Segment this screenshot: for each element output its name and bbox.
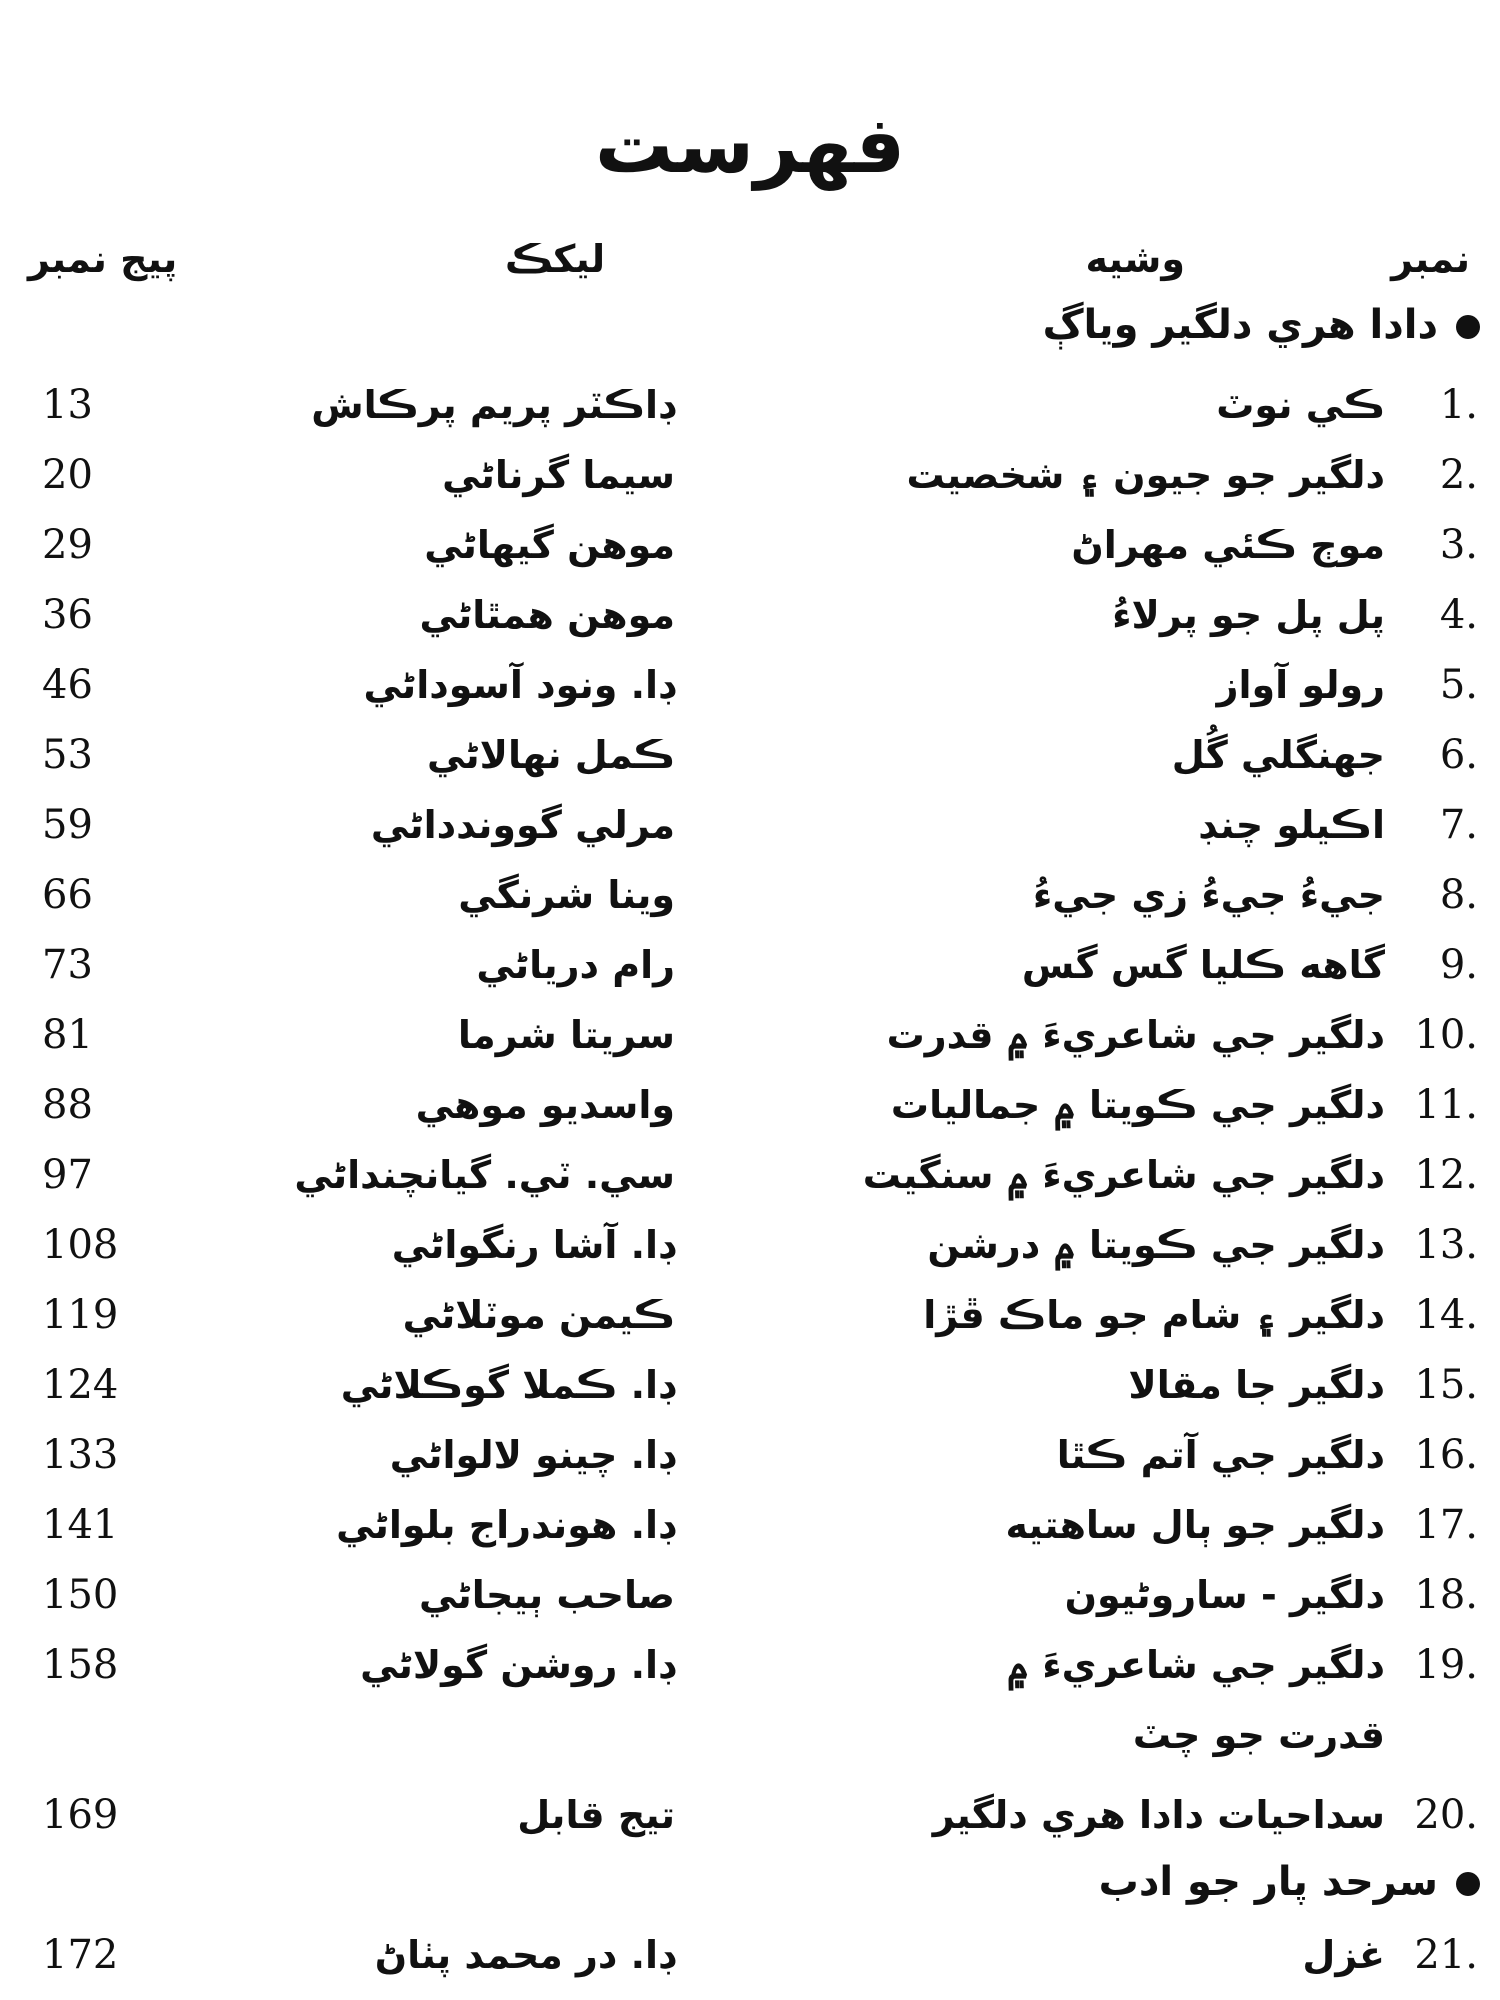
entry-author: ڪيمن موٽلاڻي: [402, 1293, 675, 1337]
entry-topic: غزل: [1302, 1933, 1385, 1977]
toc-entry[interactable]: [0, 1210, 1500, 1280]
entry-page: 150: [42, 1572, 119, 1618]
entry-author: سيما گرناڻي: [442, 453, 675, 497]
entry-number: 7.: [1439, 802, 1478, 848]
entry-author: ڊا. هوندراج بلواڻي: [336, 1503, 675, 1547]
entry-page: 133: [42, 1432, 119, 1478]
toc-entry[interactable]: [0, 1560, 1500, 1630]
entry-number: 8.: [1439, 872, 1478, 918]
entry-number: 15.: [1414, 1362, 1478, 1408]
entry-topic: دلگير جو ٻال ساهتيه: [1005, 1503, 1385, 1547]
entry-number: 13.: [1414, 1222, 1478, 1268]
toc-entry[interactable]: [0, 510, 1500, 580]
entry-topic: پل پل جو پرلاءُ: [1112, 593, 1385, 637]
entry-page: 46: [42, 662, 93, 708]
entry-number: 12.: [1414, 1152, 1478, 1198]
entry-number: 3.: [1439, 522, 1478, 568]
entry-topic: دلگير جي ڪويتا ۾ جماليات: [890, 1083, 1385, 1127]
entry-page: 158: [42, 1642, 119, 1688]
entry-topic: موڄ ڪئي مهراڻ: [1071, 523, 1385, 567]
entry-page: 66: [42, 872, 93, 918]
entry-author: موهن گيهاڻي: [424, 523, 675, 567]
entry-number: 10.: [1414, 1012, 1478, 1058]
entry-page: 141: [42, 1502, 119, 1548]
entry-page: 13: [42, 382, 93, 428]
section-title: سرحد پار جو ادب: [1098, 1859, 1438, 1905]
entry-author: واسديو موهي: [415, 1083, 675, 1127]
entry-page: 124: [42, 1362, 119, 1408]
entry-author: رام درياڻي: [476, 943, 675, 987]
entry-author: وينا شرنگي: [458, 873, 675, 917]
entry-topic: جهنگلي گُل: [1171, 733, 1385, 777]
entry-number: 2.: [1439, 452, 1478, 498]
entry-topic: دلگير - ساروڻيون: [1064, 1573, 1385, 1617]
entry-topic: دلگير ۽ شام جو ماڪ ڦڙا: [923, 1293, 1385, 1337]
entry-page: 172: [42, 1932, 119, 1978]
toc-entry[interactable]: [0, 650, 1500, 720]
toc-entry[interactable]: [0, 580, 1500, 650]
toc-entry[interactable]: [0, 440, 1500, 510]
entry-author: ڊا. ونود آسوداڻي: [363, 663, 675, 707]
bullet-icon: [1456, 1872, 1480, 1896]
entry-topic: گاهه ڪليا گس گس: [1021, 943, 1385, 987]
entry-topic: ڪي نوٽ: [1216, 383, 1385, 427]
entry-number: 18.: [1414, 1572, 1478, 1618]
entry-page: 73: [42, 942, 93, 988]
entry-number: 14.: [1414, 1292, 1478, 1338]
entry-author: ڊا. روشن گولاڻي: [360, 1643, 675, 1687]
entry-author: ڊا. چينو لالواڻي: [389, 1433, 675, 1477]
entry-number: 6.: [1439, 732, 1478, 778]
toc-entry[interactable]: [0, 1780, 1500, 1850]
entry-author: تيج قابل: [517, 1793, 675, 1837]
toc-entry[interactable]: [0, 1490, 1500, 1560]
toc-entry[interactable]: [0, 1000, 1500, 1070]
entry-topic: دلگير جي شاعريءَ ۾: [1006, 1643, 1385, 1687]
entry-author: ڊا. آشا رنگواڻي: [391, 1223, 675, 1267]
toc-entry[interactable]: [0, 790, 1500, 860]
entry-number: 9.: [1439, 942, 1478, 988]
entry-topic: دلگير جا مقالا: [1128, 1363, 1385, 1407]
entry-topic: جيءُ جيءُ زي جيءُ: [1032, 873, 1385, 917]
bullet-icon: [1456, 315, 1480, 339]
toc-entry[interactable]: [0, 1070, 1500, 1140]
entry-page: 29: [42, 522, 93, 568]
entry-page: 88: [42, 1082, 93, 1128]
header-author: ليکڪ: [505, 237, 606, 281]
entry-topic: دلگير جي شاعريءَ ۾ قدرت: [886, 1013, 1385, 1057]
entry-topic: دلگير جي ڪويتا ۾ درشن: [927, 1223, 1385, 1267]
page-title: فهرست: [594, 101, 906, 191]
entry-page: 169: [42, 1792, 119, 1838]
toc-entry[interactable]: [0, 1140, 1500, 1210]
entry-number: 21.: [1414, 1932, 1478, 1978]
entry-author: ڪمل نهالاڻي: [426, 733, 675, 777]
entry-number: 11.: [1414, 1082, 1478, 1128]
entry-author: صاحب ٻيجاڻي: [419, 1573, 675, 1617]
entry-topic: سداحيات دادا هري دلگير: [932, 1793, 1385, 1837]
entry-author: ڊا. در محمد پٺاڻ: [374, 1933, 675, 1977]
section-title: دادا هري دلگير وياڳ: [1042, 302, 1438, 348]
entry-page: 36: [42, 592, 93, 638]
entry-number: 5.: [1439, 662, 1478, 708]
header-page: پيج نمبر: [28, 237, 178, 281]
toc-entry[interactable]: [0, 860, 1500, 930]
entry-author: سي. ٽي. گيانچنداڻي: [294, 1153, 675, 1197]
entry-number: 20.: [1414, 1792, 1478, 1838]
entry-page: 119: [42, 1292, 119, 1338]
entry-topic: رولو آواز: [1216, 663, 1385, 707]
toc-entry[interactable]: [0, 720, 1500, 790]
entry-number: 17.: [1414, 1502, 1478, 1548]
entry-author: ڊاڪٽر پريم پرڪاش: [311, 383, 675, 427]
entry-author: مرلي گووندداڻي: [370, 803, 675, 847]
entry-page: 108: [42, 1222, 119, 1268]
section-heading-2: [1098, 1859, 1480, 1905]
entry-page: 20: [42, 452, 93, 498]
toc-entry[interactable]: [0, 1630, 1500, 1700]
entry-page: 53: [42, 732, 93, 778]
entry-topic: دلگير جي شاعريءَ ۾ سنگيت: [862, 1153, 1385, 1197]
entry-number: 1.: [1439, 382, 1478, 428]
header-topic: وشيه: [1085, 237, 1185, 281]
entry-topic: اڪيلو چنڊ: [1198, 803, 1385, 847]
entry-page: 59: [42, 802, 93, 848]
section-heading-1: [1042, 302, 1480, 348]
entry-page: 97: [42, 1152, 93, 1198]
header-number: نمبر: [1391, 237, 1470, 281]
toc-entry[interactable]: [0, 1920, 1500, 1990]
toc-entry[interactable]: [0, 1280, 1500, 1350]
entry-page: 81: [42, 1012, 93, 1058]
entry-number: 16.: [1414, 1432, 1478, 1478]
entry-author: ڊا. ڪملا گوڪلاڻي: [340, 1363, 675, 1407]
entry-topic: دلگير جو جيون ۽ شخصيت: [906, 453, 1385, 497]
toc-entry[interactable]: [0, 930, 1500, 1000]
entry-topic-continuation: قدرت جو چٽ: [1132, 1713, 1385, 1757]
entry-topic: دلگير جي آتم ڪٿا: [1056, 1433, 1385, 1477]
entry-number: 19.: [1414, 1642, 1478, 1688]
entry-author: موهن همٿاڻي: [419, 593, 675, 637]
entry-author: سريتا شرما: [457, 1013, 675, 1057]
toc-entry[interactable]: [0, 1350, 1500, 1420]
toc-entry[interactable]: [0, 1420, 1500, 1490]
entry-number: 4.: [1439, 592, 1478, 638]
toc-entry[interactable]: [0, 370, 1500, 440]
